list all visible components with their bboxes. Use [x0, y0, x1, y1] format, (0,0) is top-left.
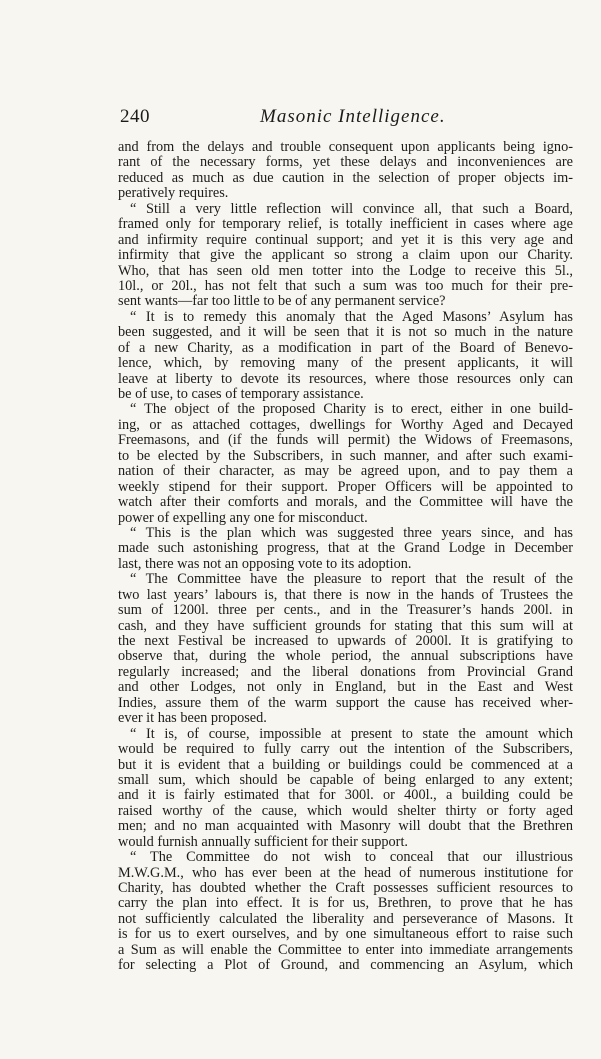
text-line: cash, and they have sufficient grounds for stating that this sum will at: [118, 618, 573, 634]
text-line: framed only for temporary relief, is totally inefficient in cases where age: [118, 217, 573, 233]
text-line: “ It is to remedy this anomaly that the Aged Masons’ Asylum has: [130, 309, 573, 325]
text-line: two last years’ labours is, that there is now in the hands of Trustees the: [118, 587, 573, 603]
running-title: Masonic Intelligence.: [260, 106, 446, 127]
text-line: carry the plan into effect. It is for us, Brethren, to prove that he has: [118, 896, 573, 912]
text-line: “ Still a very little reflection will convince all, that such a Board,: [130, 201, 573, 217]
text-line: Freemasons, and (if the funds will permit) the Widows of Freemasons,: [118, 433, 573, 449]
text-line: raised worthy of the cause, which would shelter thirty or forty aged: [118, 803, 573, 819]
text-line: small sum, which should be capable of being enlarged to any extent;: [118, 772, 573, 788]
text-line: is for us to exert ourselves, and by one simultaneous effort to raise such: [118, 927, 573, 943]
text-line: would furnish annually sufficient for their support.: [118, 834, 408, 850]
text-line: rant of the necessary forms, yet these delays and inconveniences are: [118, 155, 573, 171]
text-line: for selecting a Plot of Ground, and commencing an Asylum, which: [118, 958, 573, 974]
text-line: be of use, to cases of temporary assistance.: [118, 387, 364, 402]
text-line: and other Lodges, not only in England, but in the East and West: [118, 680, 573, 696]
text-line: reduced as much as due caution in the selection of proper objects im-: [118, 170, 573, 186]
text-line: and infirmity require continual support; and yet it is this very age and: [118, 232, 573, 248]
text-line: regularly increased; and the liberal donations from Provincial Grand: [118, 664, 573, 680]
text-line: a Sum as will enable the Committee to enter into immediate arrangements: [118, 942, 573, 958]
text-line: peratively requires.: [118, 186, 229, 202]
text-line: and it is fairly estimated that for 300l. or 400l., a building could be: [118, 788, 573, 804]
text-line: not sufficiently calculated the liberality and perseverance of Masons. It: [118, 911, 573, 927]
text-line: watch after their comforts and morals, and the Committee will have the: [118, 495, 573, 511]
text-line: men; and no man acquainted with Masonry will doubt that the Brethren: [118, 819, 573, 835]
text-line: “ The object of the proposed Charity is to erect, either in one build-: [130, 402, 573, 418]
text-line: “ It is, of course, impossible at present to state the amount which: [130, 726, 573, 742]
text-line: ever it has been proposed.: [118, 711, 267, 727]
text-line: lence, which, by removing many of the present applicants, it will: [118, 356, 573, 372]
text-line: sent wants—far too little to be of any permanent service?: [118, 294, 446, 310]
text-line: to be elected by the Subscribers, in such manner, and after such exami-: [118, 448, 573, 464]
text-line: of a new Charity, as a modification in part of the Board of Benevo-: [118, 340, 573, 356]
text-line: Charity, has doubted whether the Craft possesses sufficient resources to: [118, 881, 573, 896]
text-line: leave at liberty to devote its resources, where those resources only can: [118, 371, 573, 387]
text-line: last, there was not an opposing vote to its adoption.: [118, 556, 412, 572]
text-line: nation of their character, as may be agreed upon, and to pay them a: [118, 464, 573, 480]
text-line: but it is evident that a building or buildings could be commenced at a: [118, 757, 573, 773]
text-line: ing, or as attached cottages, dwellings for Worthy Aged and Decayed: [118, 417, 573, 433]
text-line: Indies, assure them of the warm support the cause has received wher-: [118, 695, 573, 711]
text-line: Who, that has seen old men totter into the Lodge to receive this 5l.,: [118, 263, 573, 279]
text-line: sum of 1200l. three per cents., and in the Treasurer’s hands 200l. in: [118, 603, 573, 619]
text-line: power of expelling any one for misconduct.: [118, 510, 368, 526]
text-line: would be required to fully carry out the intention of the Subscribers,: [118, 742, 573, 758]
text-line: “ This is the plan which was suggested three years since, and has: [130, 525, 573, 541]
text-line: infirmity that give the applicant so strong a claim upon our Charity.: [118, 248, 573, 264]
text-line: the next Festival be increased to upwards of 2000l. It is gratifying to: [118, 634, 573, 649]
text-line: weekly stipend for their support. Proper Officers will be appointed to: [118, 479, 573, 495]
text-line: been suggested, and it will be seen that it is not so much in the nature: [118, 325, 573, 341]
page-header: [120, 106, 570, 132]
text-line: made such astonishing progress, that at the Grand Lodge in December: [118, 541, 573, 557]
text-line: “ The Committee do not wish to conceal that our illustrious: [130, 850, 573, 866]
text-line: “ The Committee have the pleasure to report that the result of the: [130, 572, 573, 588]
text-line: 10l., or 20l., has not felt that such a sum was too much for their pre-: [118, 278, 573, 294]
text-line: and from the delays and trouble consequent upon applicants being igno-: [118, 140, 573, 155]
body-text: [118, 140, 573, 974]
text-line: M.W.G.M., who has ever been at the head of numerous institutione for: [118, 865, 573, 881]
text-line: observe that, during the whole period, the annual subscriptions have: [118, 649, 573, 665]
page-number: 240: [120, 106, 150, 127]
